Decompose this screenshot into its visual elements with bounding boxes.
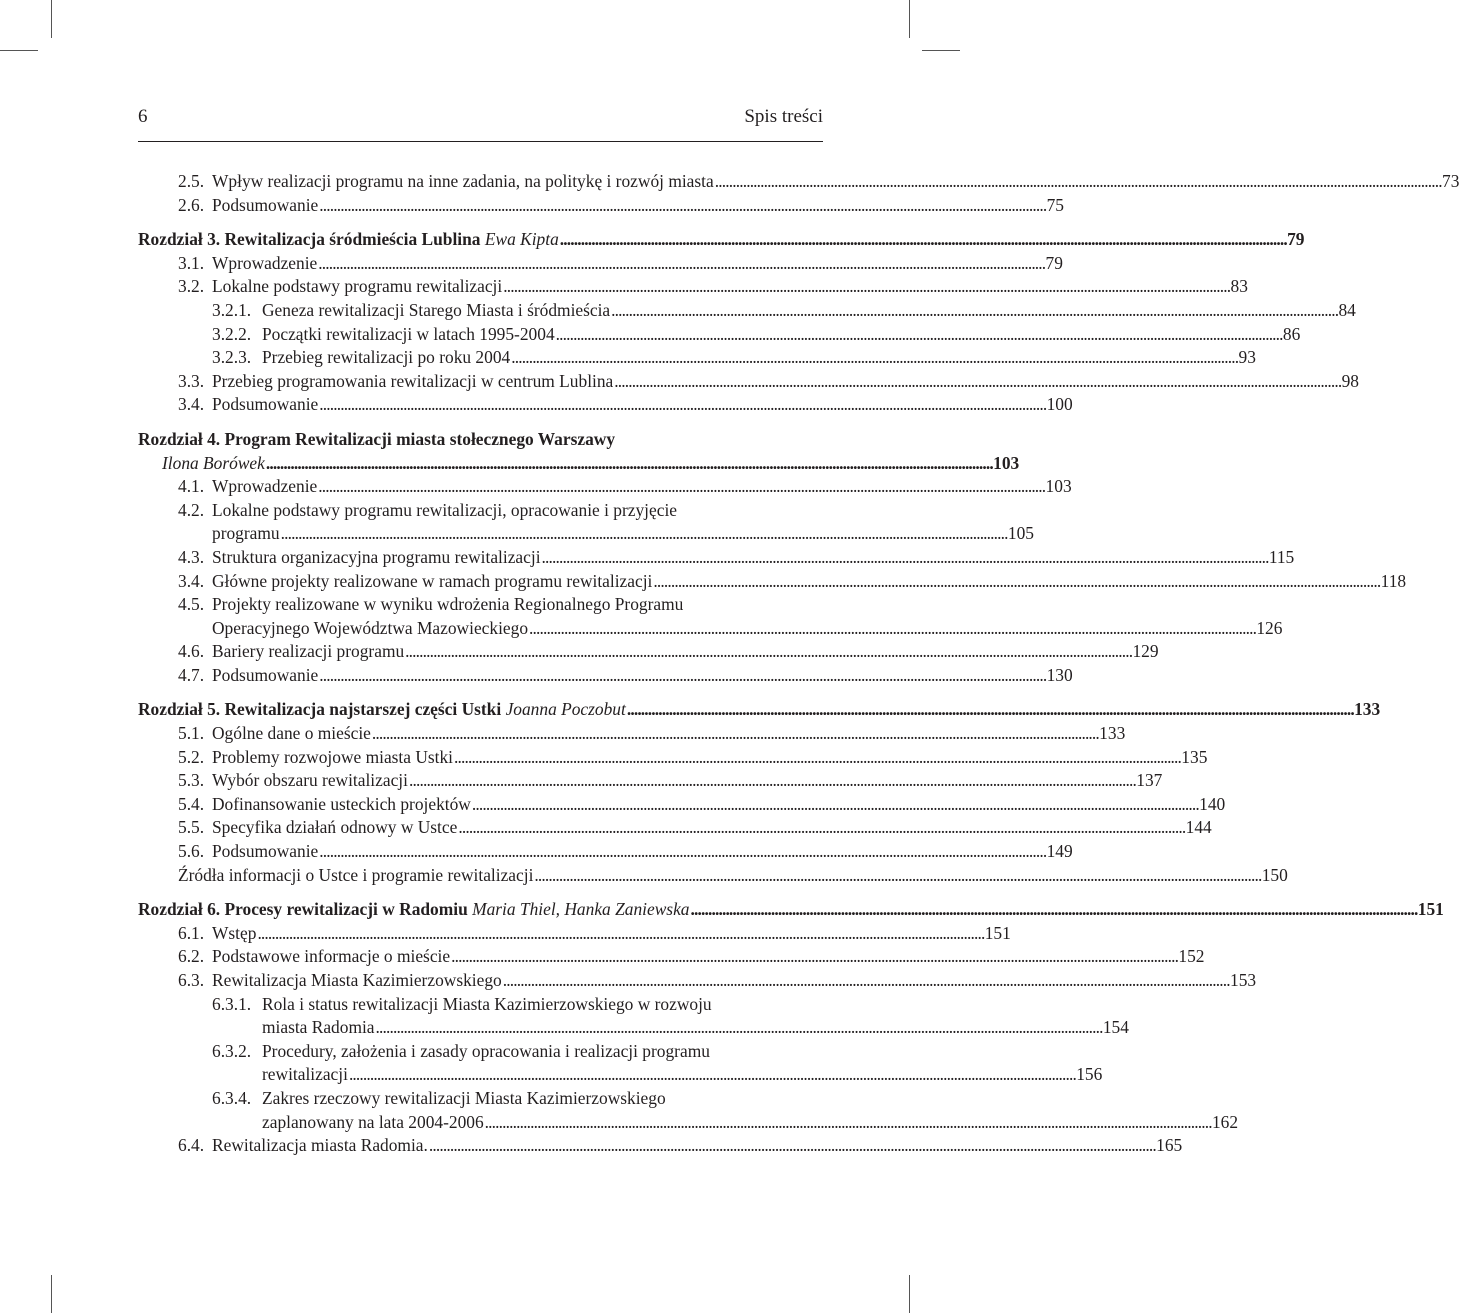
dot-leader [408, 769, 1136, 793]
toc-chapter [138, 698, 1381, 722]
entry-number: 3.3. [178, 370, 205, 391]
dot-leader [450, 945, 1178, 969]
dot-leader [265, 452, 993, 476]
dot-leader [318, 664, 1046, 688]
dot-leader [280, 522, 1008, 546]
entry-number: 3.2.1. [212, 299, 252, 320]
entry-number: 2.5. [178, 171, 205, 191]
toc-entry [138, 570, 1407, 594]
page-ref: 156 [1076, 1064, 1103, 1085]
dot-leader [502, 969, 1230, 993]
chapter-author: Ilona Borówek [162, 452, 265, 473]
dot-leader [318, 194, 1046, 218]
dot-leader [689, 898, 1417, 922]
entry-title: Przebieg rewitalizacji po roku 2004 [262, 347, 511, 368]
entry-title-cont: miasta Radomia [262, 1017, 375, 1038]
chapter-title: Program Rewitalizacji miasta stołecznego Warszawy [224, 428, 616, 449]
chapter-label: Rozdział 3. [138, 229, 221, 250]
entry-title: Rewitalizacja miasta Radomia. [212, 1135, 428, 1156]
chapter-title: Procesy rewitalizacji w Radomiu [224, 899, 468, 920]
entry-number: 4.3. [178, 546, 205, 567]
entry-number: 4.7. [178, 664, 205, 685]
toc-entry [138, 945, 1205, 969]
crop-mark [909, 0, 910, 38]
entry-number: 4.2. [178, 499, 205, 520]
crop-mark [51, 1275, 52, 1313]
entry-title: Wybór obszaru rewitalizacji [212, 770, 408, 791]
entry-number: 6.1. [178, 922, 205, 943]
dot-leader [533, 864, 1261, 888]
entry-title: Rewitalizacja Miasta Kazimierzowskiego [212, 970, 502, 990]
entry-title: Zakres rzeczowy rewitalizacji Miasta Kazimierzowskiego [262, 1087, 666, 1108]
chapter-author: Maria Thiel, Hanka Zaniewska [472, 899, 690, 920]
page-ref: 103 [993, 452, 1020, 473]
toc-entry [138, 323, 1301, 347]
toc-entry [138, 475, 1072, 499]
page-number: 6 [138, 106, 148, 127]
dot-leader [318, 840, 1046, 864]
entry-title: Przebieg programowania rewitalizacji w centrum Lublina [212, 370, 614, 391]
chapter-label: Rozdział 4. [138, 428, 221, 449]
dot-leader [484, 1111, 1212, 1135]
dot-leader [348, 1063, 1076, 1087]
entry-number: 3.4. [178, 394, 205, 415]
dot-leader [317, 252, 1045, 276]
dot-leader [610, 299, 1338, 323]
toc-entry [138, 393, 1073, 417]
toc-entry [138, 1040, 1103, 1087]
dot-leader [404, 640, 1132, 664]
dot-leader [626, 698, 1354, 722]
page-ref: 98 [1341, 370, 1359, 391]
dot-leader [613, 370, 1341, 394]
toc-entry [138, 1087, 1239, 1134]
page-ref: 126 [1256, 617, 1283, 638]
entry-title: Procedury, założenia i zasady opracowania i realizacji programu [262, 1040, 710, 1061]
dot-leader [502, 275, 1230, 299]
toc-entry [138, 922, 1011, 946]
toc-chapter [138, 898, 1444, 922]
toc-entry [138, 370, 1359, 394]
entry-title-cont: rewitalizacji [262, 1064, 348, 1085]
page-ref: 129 [1132, 641, 1159, 662]
entry-title-cont: programu [212, 523, 280, 544]
entry-number: 5.2. [178, 746, 205, 767]
page-ref: 162 [1211, 1111, 1239, 1132]
page-ref: 93 [1238, 347, 1256, 368]
entry-title: Wprowadzenie [212, 476, 318, 497]
page-ref: 115 [1268, 546, 1295, 567]
dot-leader [453, 746, 1181, 770]
dot-leader [317, 475, 1045, 499]
entry-title: Wstęp [212, 922, 257, 943]
entry-number: 5.5. [178, 817, 205, 838]
entry-number: 4.1. [178, 476, 205, 497]
page-ref: 149 [1046, 841, 1073, 862]
entry-number: 5.6. [178, 841, 205, 862]
entry-title: Podstawowe informacje o mieście [212, 946, 451, 967]
entry-title: Podsumowanie [212, 841, 319, 862]
entry-title-cont: Operacyjnego Województwa Mazowieckiego [212, 617, 529, 638]
entry-title: Bariery realizacji programu [212, 641, 405, 662]
page-ref: 133 [1354, 699, 1381, 720]
entry-title: Geneza rewitalizacji Starego Miasta i śródmieścia [262, 299, 611, 320]
toc-entry [138, 640, 1159, 664]
entry-title: Struktura organizacyjna programu rewitalizacji [212, 546, 541, 567]
page-header [138, 106, 823, 136]
entry-title: Dofinansowanie usteckich projektów [212, 793, 471, 814]
dot-leader [510, 346, 1238, 370]
entry-title: Podsumowanie [212, 394, 319, 415]
page-ref: 75 [1046, 194, 1064, 215]
toc-entry [138, 346, 1256, 370]
page-ref: 153 [1230, 970, 1257, 990]
crop-mark [51, 0, 52, 38]
toc-entry [138, 746, 1208, 770]
dot-leader [541, 546, 1269, 570]
dot-leader [256, 922, 984, 946]
entry-number: 6.2. [178, 946, 205, 967]
page-ref: 118 [1380, 570, 1407, 591]
entry-title: Wpływ realizacji programu na inne zadania, na politykę i rozwój miasta [212, 171, 714, 191]
toc-entry [138, 252, 1063, 276]
dot-leader [375, 1016, 1103, 1040]
entry-title: Projekty realizowane w wyniku wdrożenia Regionalnego Programu [212, 594, 684, 615]
dot-leader [471, 793, 1199, 817]
entry-title: Ogólne dane o mieście [212, 723, 371, 744]
entry-number: 2.6. [178, 194, 205, 215]
page-ref: 133 [1099, 723, 1126, 744]
toc-entry [138, 499, 1034, 546]
page-ref: 86 [1282, 323, 1301, 344]
dot-leader [555, 323, 1283, 347]
dot-leader [371, 722, 1099, 746]
toc-entry [138, 993, 1129, 1040]
toc-entry [138, 275, 1248, 299]
dot-leader [428, 1134, 1156, 1158]
entry-title: Wprowadzenie [212, 252, 318, 273]
page-ref: 100 [1046, 394, 1073, 415]
page-ref: 151 [984, 922, 1011, 943]
entry-number: 6.3. [178, 970, 205, 990]
chapter-label: Rozdział 6. [138, 899, 221, 920]
toc-entry [138, 816, 1212, 840]
dot-leader [528, 617, 1256, 641]
toc-entry [138, 1134, 1183, 1158]
toc-entry [138, 299, 1356, 323]
entry-number: 6.3.1. [212, 993, 252, 1014]
entry-number: 6.3.4. [212, 1087, 252, 1108]
page-ref: 84 [1338, 299, 1356, 320]
page-ref: 135 [1181, 746, 1208, 767]
entry-number: 5.1. [178, 723, 205, 744]
entry-title: Lokalne podstawy programu rewitalizacji, opracowanie i przyjęcie [212, 499, 678, 520]
crop-mark [0, 50, 38, 51]
entry-number: 3.2.2. [212, 323, 252, 344]
entry-number: 5.3. [178, 770, 205, 791]
chapter-author: Ewa Kipta [484, 229, 559, 250]
entry-title: Specyfika działań odnowy w Ustce [212, 817, 458, 838]
dot-leader [457, 816, 1185, 840]
page-ref: 79 [1045, 252, 1063, 273]
dot-leader [559, 228, 1287, 252]
page-ref: 140 [1199, 793, 1226, 814]
toc-entry [138, 194, 1064, 218]
toc-entry [138, 170, 1459, 194]
entry-title: Źródła informacji o Ustce i programie rewitalizacji [178, 864, 534, 885]
dot-leader [318, 393, 1046, 417]
dot-leader [714, 170, 1442, 194]
toc-chapter [138, 428, 1020, 475]
entry-number: 4.5. [178, 594, 205, 615]
entry-number: 6.3.2. [212, 1040, 252, 1061]
toc-entry [138, 664, 1073, 688]
page-ref: 154 [1102, 1017, 1129, 1038]
page-ref: 151 [1417, 899, 1444, 920]
entry-title: Początki rewitalizacji w latach 1995-2004 [262, 323, 555, 344]
page-ref: 73 [1442, 171, 1459, 191]
running-title: Spis treści [744, 106, 823, 127]
entry-title-cont: zaplanowany na lata 2004-2006 [262, 1111, 484, 1132]
toc-chapter [138, 228, 1305, 252]
page-ref: 150 [1261, 864, 1288, 885]
toc-entry [138, 864, 1288, 888]
toc-entry [138, 546, 1295, 570]
toc-entry [138, 722, 1126, 746]
page-ref: 165 [1156, 1135, 1183, 1156]
entry-title: Podsumowanie [212, 194, 319, 215]
page-ref: 103 [1045, 476, 1072, 497]
entry-title: Główne projekty realizowane w ramach programu rewitalizacji [212, 570, 653, 591]
entry-title: Podsumowanie [212, 664, 319, 685]
page-ref: 152 [1178, 946, 1205, 967]
crop-mark [909, 1275, 910, 1313]
chapter-author: Joanna Poczobut [505, 699, 626, 720]
page-ref: 83 [1230, 276, 1248, 297]
page-ref: 137 [1136, 770, 1163, 791]
entry-title: Lokalne podstawy programu rewitalizacji [212, 276, 503, 297]
entry-number: 3.2.3. [212, 347, 252, 368]
dot-leader [652, 570, 1380, 594]
entry-number: 3.4. [178, 570, 205, 591]
toc-entry [138, 769, 1163, 793]
entry-number: 3.2. [178, 276, 205, 297]
entry-number: 4.6. [178, 641, 205, 662]
entry-number: 5.4. [178, 793, 205, 814]
chapter-title: Rewitalizacja śródmieścia Lublina [224, 229, 481, 250]
toc-entry [138, 969, 1257, 993]
table-of-contents [138, 170, 1459, 1158]
chapter-label: Rozdział 5. [138, 699, 221, 720]
page-ref: 105 [1007, 523, 1034, 544]
entry-title: Rola i status rewitalizacji Miasta Kazimierzowskiego w rozwoju [262, 993, 712, 1014]
page-ref: 79 [1287, 229, 1305, 250]
crop-mark [922, 50, 960, 51]
entry-title: Problemy rozwojowe miasta Ustki [212, 746, 454, 767]
header-rule [138, 141, 823, 142]
toc-entry [138, 793, 1226, 817]
toc-entry [138, 593, 1283, 640]
toc-entry [138, 840, 1073, 864]
entry-number: 3.1. [178, 252, 205, 273]
entry-number: 6.4. [178, 1135, 205, 1156]
page-ref: 144 [1185, 817, 1212, 838]
page-ref: 130 [1046, 664, 1073, 685]
chapter-title: Rewitalizacja najstarszej części Ustki [224, 699, 502, 720]
